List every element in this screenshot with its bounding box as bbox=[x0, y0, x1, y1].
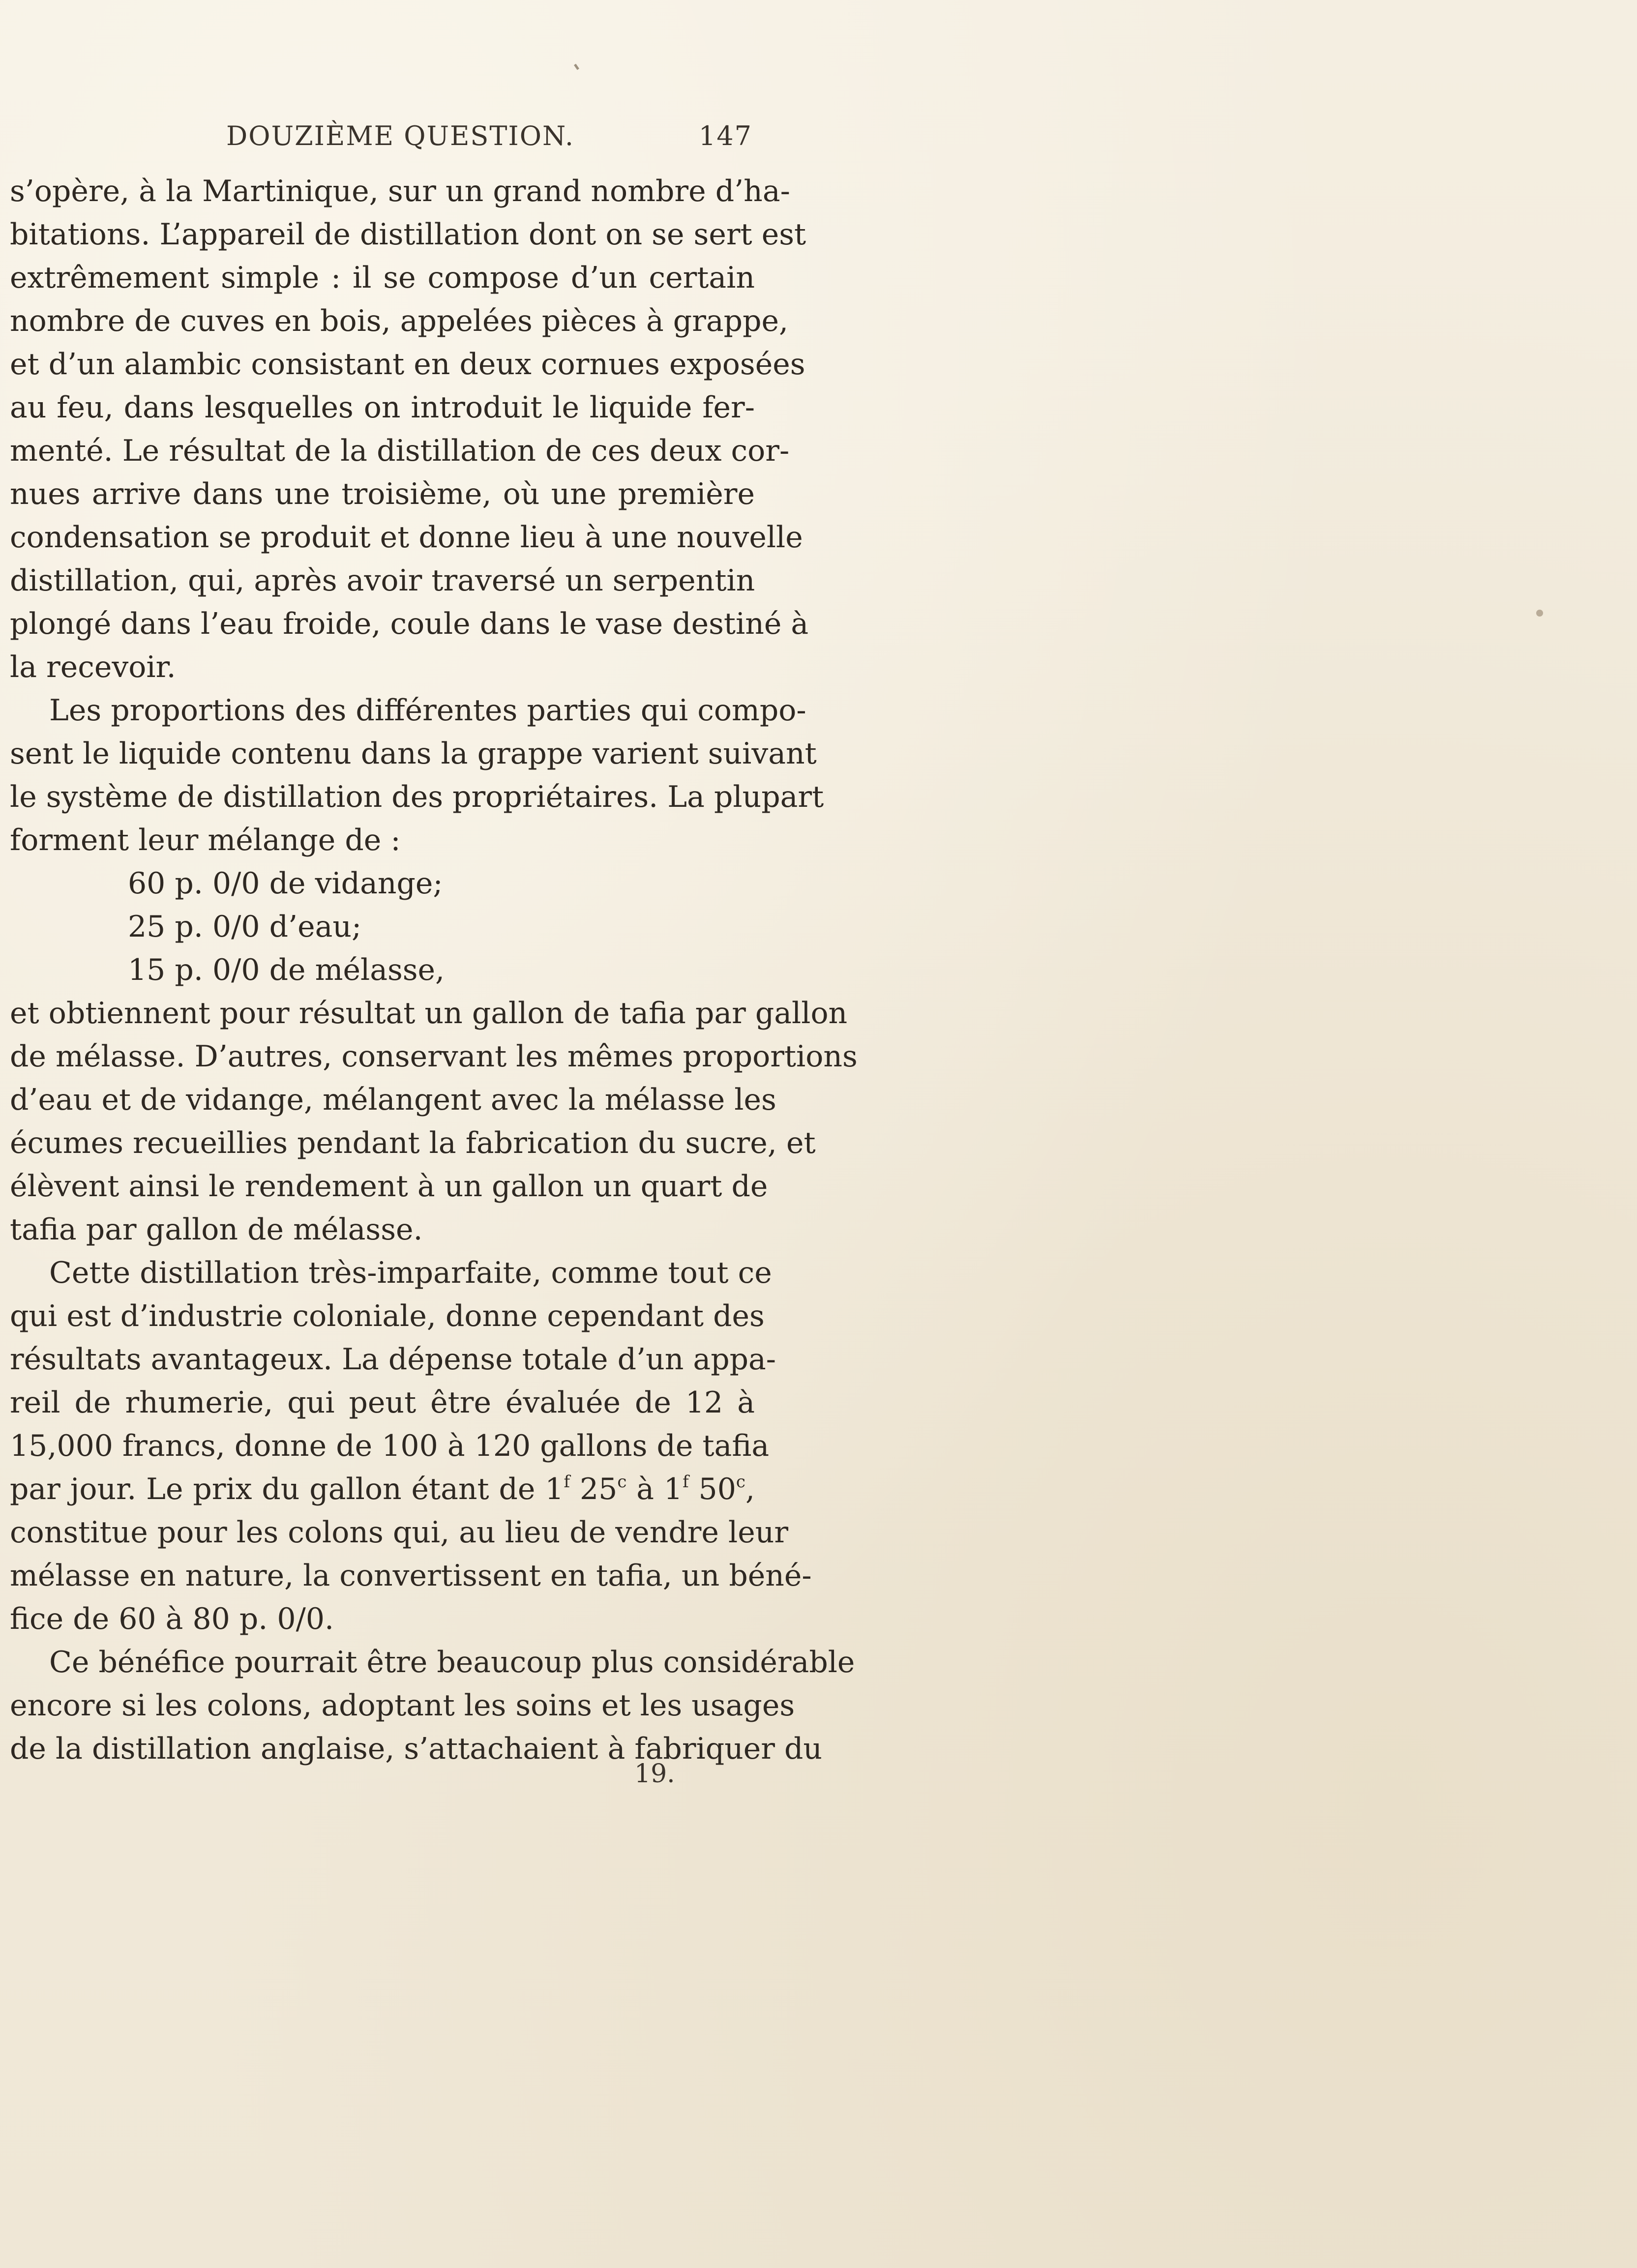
running-header bbox=[216, 120, 752, 160]
franc-superscript: f bbox=[564, 1472, 570, 1492]
text-line: extrêmement simple : il se compose d’un certain bbox=[10, 261, 755, 295]
text-line: fice de 60 à 80 p. 0/0. bbox=[10, 1602, 334, 1636]
text-line: Cette distillation très-imparfaite, comme tout ce bbox=[49, 1256, 772, 1290]
price-tail: , bbox=[745, 1472, 755, 1506]
text-line: menté. Le résultat de la distillation de ces deux cor- bbox=[10, 434, 790, 468]
centime-superscript: c bbox=[617, 1472, 627, 1492]
text-line: le système de distillation des propriétaires. La plupart bbox=[10, 780, 824, 814]
text-line: et obtiennent pour résultat un gallon de tafia par gallon bbox=[10, 996, 848, 1031]
text-line: 15,000 francs, donne de 100 à 120 gallons de tafia bbox=[10, 1429, 770, 1463]
price-mid: à 1 bbox=[626, 1472, 683, 1506]
text-line: sent le liquide contenu dans la grappe varient suivant bbox=[10, 736, 817, 771]
price-mid: 25 bbox=[570, 1472, 618, 1506]
mixture-item: 25 p. 0/0 d’eau; bbox=[128, 910, 362, 944]
text-line: bitations. L’appareil de distillation dont on se sert est bbox=[10, 217, 806, 252]
mixture-item: 15 p. 0/0 de mélasse, bbox=[128, 953, 445, 987]
text-line: et d’un alambic consistant en deux cornues exposées bbox=[10, 347, 805, 382]
page-number: 147 bbox=[698, 120, 752, 151]
text-line: reil de rhumerie, qui peut être évaluée de 12 à bbox=[10, 1385, 755, 1420]
price-mid: 50 bbox=[688, 1472, 736, 1506]
text-line: tafia par gallon de mélasse. bbox=[10, 1212, 423, 1247]
paper-speck bbox=[574, 64, 579, 70]
centime-superscript: c bbox=[736, 1472, 745, 1492]
text-line: distillation, qui, après avoir traversé un serpentin bbox=[10, 563, 755, 598]
text-line: mélasse en nature, la convertissent en tafia, un béné- bbox=[10, 1559, 812, 1593]
text-line: encore si les colons, adoptant les soins et les usages bbox=[10, 1688, 795, 1723]
body-text bbox=[10, 170, 858, 1770]
paper-speck bbox=[1536, 610, 1543, 617]
text-line: forment leur mélange de : bbox=[10, 823, 401, 857]
price-lead: par jour. Le prix du gallon étant de 1 bbox=[10, 1472, 564, 1506]
text-line: d’eau et de vidange, mélangent avec la mélasse les bbox=[10, 1083, 776, 1117]
text-line: de la distillation anglaise, s’attachaient à fabriquer du bbox=[10, 1732, 823, 1766]
text-line: Ce bénéfice pourrait être beaucoup plus considérable bbox=[49, 1645, 855, 1679]
text-line: Les proportions des différentes parties qui compo- bbox=[49, 693, 806, 728]
text-line: de mélasse. D’autres, conservant les mêmes proportions bbox=[10, 1039, 858, 1074]
text-line: plongé dans l’eau froide, coule dans le vase destiné à bbox=[10, 607, 809, 641]
text-line: nues arrive dans une troisième, où une première bbox=[10, 477, 755, 511]
text-line: la recevoir. bbox=[10, 650, 176, 684]
mixture-item: 60 p. 0/0 de vidange; bbox=[128, 866, 443, 901]
running-title: DOUZIÈME QUESTION. bbox=[226, 120, 574, 151]
text-line: s’opère, à la Martinique, sur un grand nombre d’ha- bbox=[10, 174, 790, 208]
signature-mark: 19. bbox=[634, 1759, 675, 1789]
text-line: au feu, dans lesquelles on introduit le liquide fer- bbox=[10, 390, 755, 425]
text-line: écumes recueillies pendant la fabrication du sucre, et bbox=[10, 1126, 816, 1160]
text-line: constitue pour les colons qui, au lieu de vendre leur bbox=[10, 1515, 789, 1550]
text-line: résultats avantageux. La dépense totale d’un appa- bbox=[10, 1342, 776, 1377]
price-line bbox=[10, 1468, 755, 1511]
text-line: nombre de cuves en bois, appelées pièces à grappe, bbox=[10, 304, 789, 338]
franc-superscript: f bbox=[683, 1472, 689, 1492]
text-line: qui est d’industrie coloniale, donne cependant des bbox=[10, 1299, 765, 1333]
text-line: élèvent ainsi le rendement à un gallon un quart de bbox=[10, 1169, 768, 1204]
text-line: condensation se produit et donne lieu à une nouvelle bbox=[10, 520, 803, 555]
